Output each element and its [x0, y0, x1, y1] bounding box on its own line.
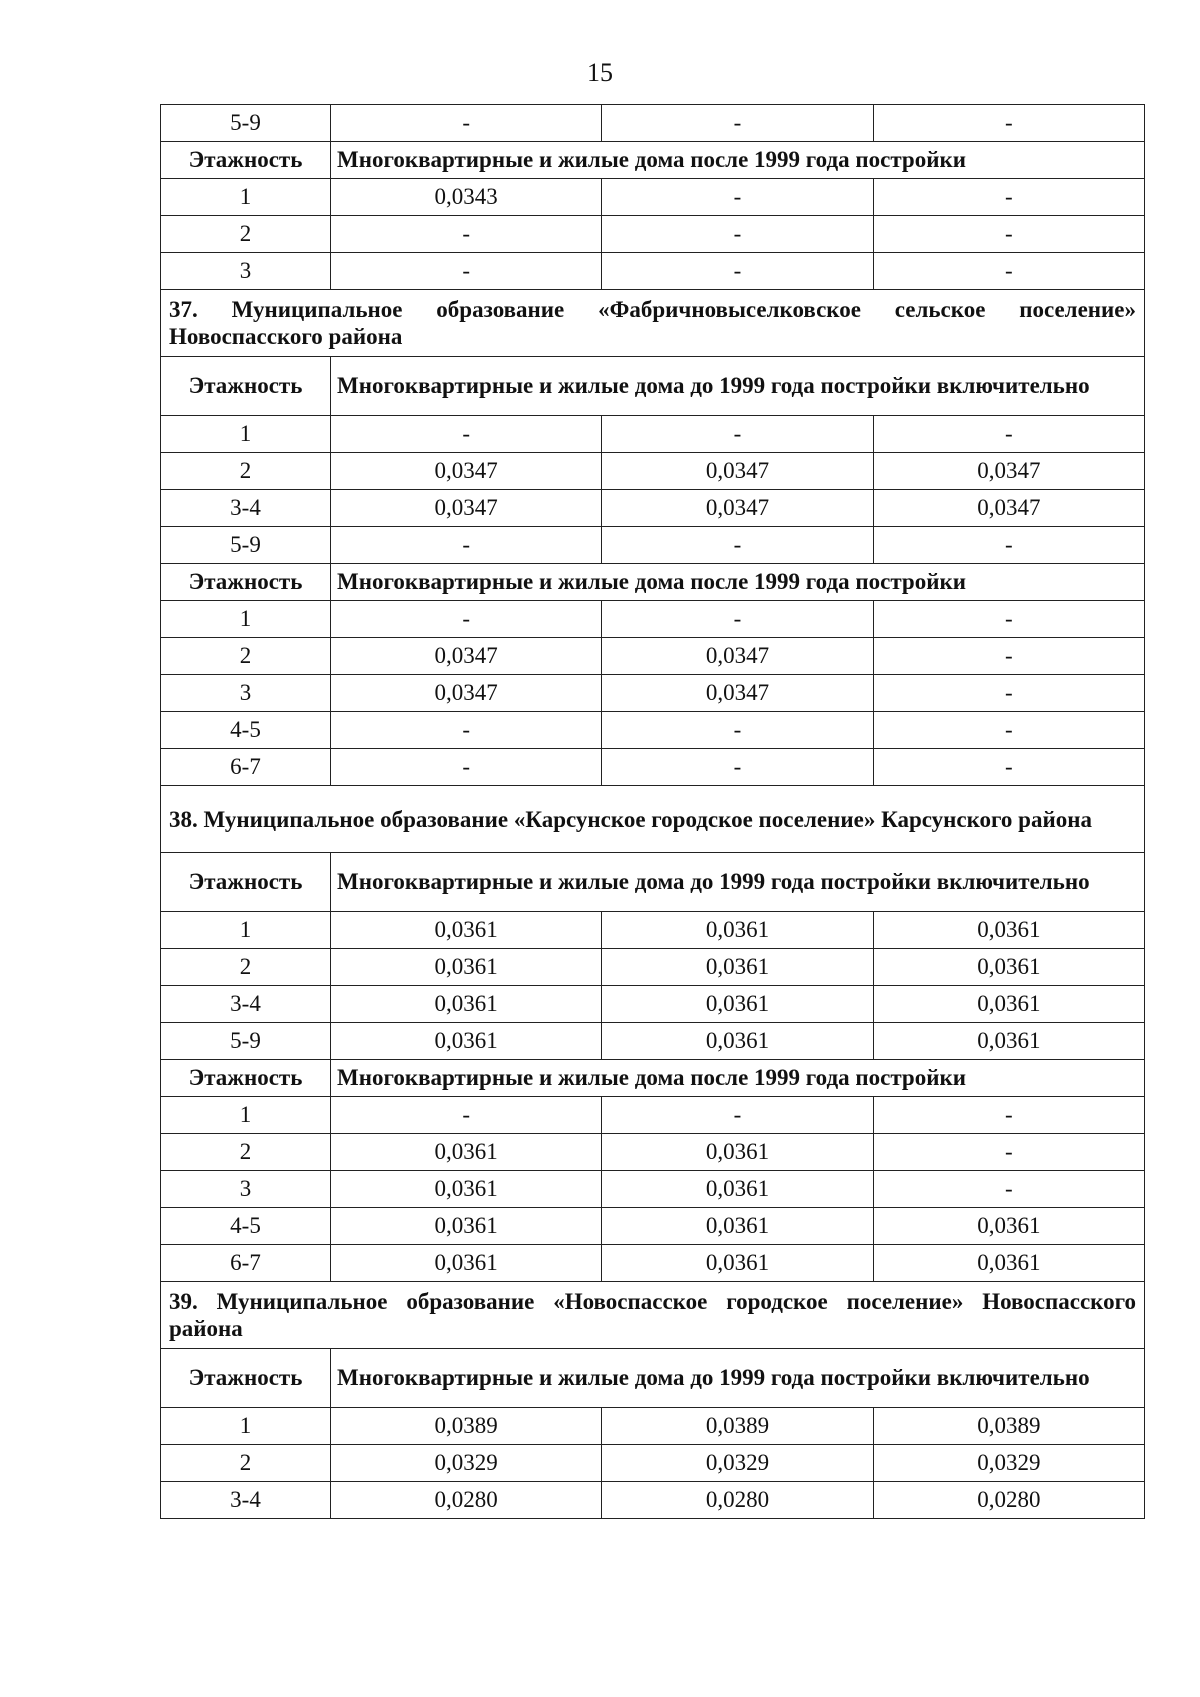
value-cell: -: [602, 253, 873, 290]
section-title-row: [161, 290, 1145, 357]
value-cell: -: [331, 216, 602, 253]
value-cell: 0,0361: [602, 1208, 873, 1245]
value-cell: 0,0280: [602, 1482, 873, 1519]
value-cell: 0,0361: [873, 1208, 1144, 1245]
value-cell: 0,0361: [602, 1134, 873, 1171]
table-row: [161, 1171, 1145, 1208]
value-cell: 0,0280: [873, 1482, 1144, 1519]
value-cell: -: [873, 712, 1144, 749]
floors-cell: 6-7: [161, 749, 331, 786]
floors-cell: 2: [161, 1445, 331, 1482]
value-cell: 0,0361: [873, 949, 1144, 986]
value-cell: -: [873, 638, 1144, 675]
header-row: [161, 1060, 1145, 1097]
section-title-row: [161, 786, 1145, 853]
value-cell: 0,0361: [602, 1023, 873, 1060]
value-cell: -: [602, 216, 873, 253]
table-row: [161, 1208, 1145, 1245]
floors-cell: 5-9: [161, 527, 331, 564]
value-cell: -: [873, 105, 1144, 142]
floors-cell: 3-4: [161, 1482, 331, 1519]
header-row: [161, 142, 1145, 179]
value-cell: -: [331, 712, 602, 749]
value-cell: 0,0361: [602, 949, 873, 986]
table-row: [161, 949, 1145, 986]
value-cell: -: [873, 1171, 1144, 1208]
value-cell: 0,0329: [602, 1445, 873, 1482]
value-cell: -: [873, 253, 1144, 290]
floors-cell: 2: [161, 453, 331, 490]
value-cell: 0,0347: [602, 675, 873, 712]
building-category-header: Многоквартирные и жилые дома до 1999 года постройки включительно: [331, 357, 1145, 416]
building-category-header: Многоквартирные и жилые дома до 1999 года постройки включительно: [331, 853, 1145, 912]
value-cell: 0,0361: [331, 1171, 602, 1208]
value-cell: 0,0329: [873, 1445, 1144, 1482]
building-category-header: Многоквартирные и жилые дома до 1999 года постройки включительно: [331, 1349, 1145, 1408]
value-cell: -: [602, 527, 873, 564]
table-row: [161, 1134, 1145, 1171]
floors-header: Этажность: [161, 357, 331, 416]
value-cell: -: [331, 1097, 602, 1134]
table-row: [161, 105, 1145, 142]
value-cell: 0,0361: [331, 986, 602, 1023]
table-row: [161, 1023, 1145, 1060]
floors-cell: 2: [161, 638, 331, 675]
section-title-text: Муниципальное образование «Новоспасское городское поселение» Новоспасского района: [169, 1289, 1136, 1341]
section-title-text: Муниципальное образование «Карсунское городское поселение» Карсунского района: [203, 806, 1092, 832]
value-cell: 0,0389: [331, 1408, 602, 1445]
floors-header: Этажность: [161, 564, 331, 601]
value-cell: 0,0347: [873, 490, 1144, 527]
table-row: [161, 712, 1145, 749]
value-cell: -: [331, 527, 602, 564]
floors-cell: 1: [161, 601, 331, 638]
value-cell: 0,0361: [331, 1245, 602, 1282]
table-row: [161, 638, 1145, 675]
table-row: [161, 1482, 1145, 1519]
section-title: [161, 1282, 1145, 1349]
floors-cell: 5-9: [161, 105, 331, 142]
table-row: [161, 253, 1145, 290]
document-body: [160, 104, 1145, 1519]
table-row: [161, 416, 1145, 453]
floors-cell: 3-4: [161, 490, 331, 527]
value-cell: -: [331, 601, 602, 638]
table-row: [161, 527, 1145, 564]
value-cell: -: [873, 601, 1144, 638]
table-row: [161, 1245, 1145, 1282]
value-cell: -: [602, 1097, 873, 1134]
table-row: [161, 216, 1145, 253]
floors-cell: 1: [161, 1408, 331, 1445]
value-cell: 0,0329: [331, 1445, 602, 1482]
value-cell: 0,0347: [331, 490, 602, 527]
value-cell: 0,0347: [331, 675, 602, 712]
table-row: [161, 601, 1145, 638]
table-row: [161, 1445, 1145, 1482]
floors-cell: 4-5: [161, 712, 331, 749]
floors-cell: 3: [161, 675, 331, 712]
building-category-header: Многоквартирные и жилые дома после 1999 года постройки: [331, 1060, 1145, 1097]
value-cell: -: [602, 416, 873, 453]
section-title: [161, 290, 1145, 357]
value-cell: 0,0347: [331, 453, 602, 490]
value-cell: 0,0347: [331, 638, 602, 675]
value-cell: 0,0361: [602, 1171, 873, 1208]
value-cell: -: [873, 1134, 1144, 1171]
floors-cell: 3: [161, 1171, 331, 1208]
floors-header: Этажность: [161, 1349, 331, 1408]
table-row: [161, 986, 1145, 1023]
table-row: [161, 675, 1145, 712]
value-cell: -: [602, 105, 873, 142]
value-cell: 0,0347: [873, 453, 1144, 490]
table-row: [161, 912, 1145, 949]
value-cell: 0,0361: [602, 1245, 873, 1282]
value-cell: 0,0343: [331, 179, 602, 216]
value-cell: 0,0361: [331, 1134, 602, 1171]
value-cell: 0,0389: [873, 1408, 1144, 1445]
table-row: [161, 453, 1145, 490]
header-row: [161, 357, 1145, 416]
floors-cell: 6-7: [161, 1245, 331, 1282]
value-cell: 0,0361: [602, 986, 873, 1023]
value-cell: -: [873, 675, 1144, 712]
header-row: [161, 1349, 1145, 1408]
section-title: [161, 786, 1145, 853]
floors-cell: 1: [161, 179, 331, 216]
value-cell: -: [602, 749, 873, 786]
section-number: 37.: [169, 297, 198, 322]
value-cell: 0,0347: [602, 638, 873, 675]
table-row: [161, 1097, 1145, 1134]
section-title-row: [161, 1282, 1145, 1349]
floors-header: Этажность: [161, 853, 331, 912]
page-number: 15: [587, 58, 613, 87]
table-row: [161, 490, 1145, 527]
value-cell: 0,0347: [602, 490, 873, 527]
value-cell: 0,0361: [602, 912, 873, 949]
value-cell: 0,0361: [331, 1023, 602, 1060]
value-cell: -: [873, 749, 1144, 786]
value-cell: 0,0347: [602, 453, 873, 490]
value-cell: -: [873, 179, 1144, 216]
value-cell: -: [602, 712, 873, 749]
table-row: [161, 749, 1145, 786]
floors-cell: 2: [161, 216, 331, 253]
table-row: [161, 1408, 1145, 1445]
value-cell: 0,0361: [873, 1245, 1144, 1282]
table-row: [161, 179, 1145, 216]
building-category-header: Многоквартирные и жилые дома после 1999 года постройки: [331, 142, 1145, 179]
section-number: 39.: [169, 1289, 198, 1314]
coefficients-table: [160, 104, 1145, 1519]
value-cell: -: [331, 749, 602, 786]
floors-cell: 5-9: [161, 1023, 331, 1060]
floors-cell: 1: [161, 1097, 331, 1134]
floors-cell: 1: [161, 416, 331, 453]
value-cell: 0,0361: [873, 986, 1144, 1023]
value-cell: 0,0361: [331, 949, 602, 986]
value-cell: -: [331, 253, 602, 290]
floors-cell: 3-4: [161, 986, 331, 1023]
floors-cell: 2: [161, 949, 331, 986]
value-cell: -: [873, 416, 1144, 453]
header-row: [161, 564, 1145, 601]
value-cell: 0,0361: [331, 1208, 602, 1245]
value-cell: -: [602, 179, 873, 216]
value-cell: -: [331, 105, 602, 142]
floors-header: Этажность: [161, 142, 331, 179]
section-title-text: Муниципальное образование «Фабричновыселковское сельское поселение» Новоспасского района: [169, 297, 1136, 349]
floors-header: Этажность: [161, 1060, 331, 1097]
floors-cell: 1: [161, 912, 331, 949]
floors-cell: 4-5: [161, 1208, 331, 1245]
floors-cell: 2: [161, 1134, 331, 1171]
value-cell: 0,0361: [873, 1023, 1144, 1060]
header-row: [161, 853, 1145, 912]
value-cell: -: [873, 527, 1144, 564]
value-cell: -: [331, 416, 602, 453]
value-cell: 0,0361: [331, 912, 602, 949]
value-cell: 0,0280: [331, 1482, 602, 1519]
value-cell: 0,0361: [873, 912, 1144, 949]
section-number: 38.: [169, 806, 198, 832]
floors-cell: 3: [161, 253, 331, 290]
value-cell: 0,0389: [602, 1408, 873, 1445]
building-category-header: Многоквартирные и жилые дома после 1999 года постройки: [331, 564, 1145, 601]
value-cell: -: [873, 216, 1144, 253]
value-cell: -: [873, 1097, 1144, 1134]
value-cell: -: [602, 601, 873, 638]
